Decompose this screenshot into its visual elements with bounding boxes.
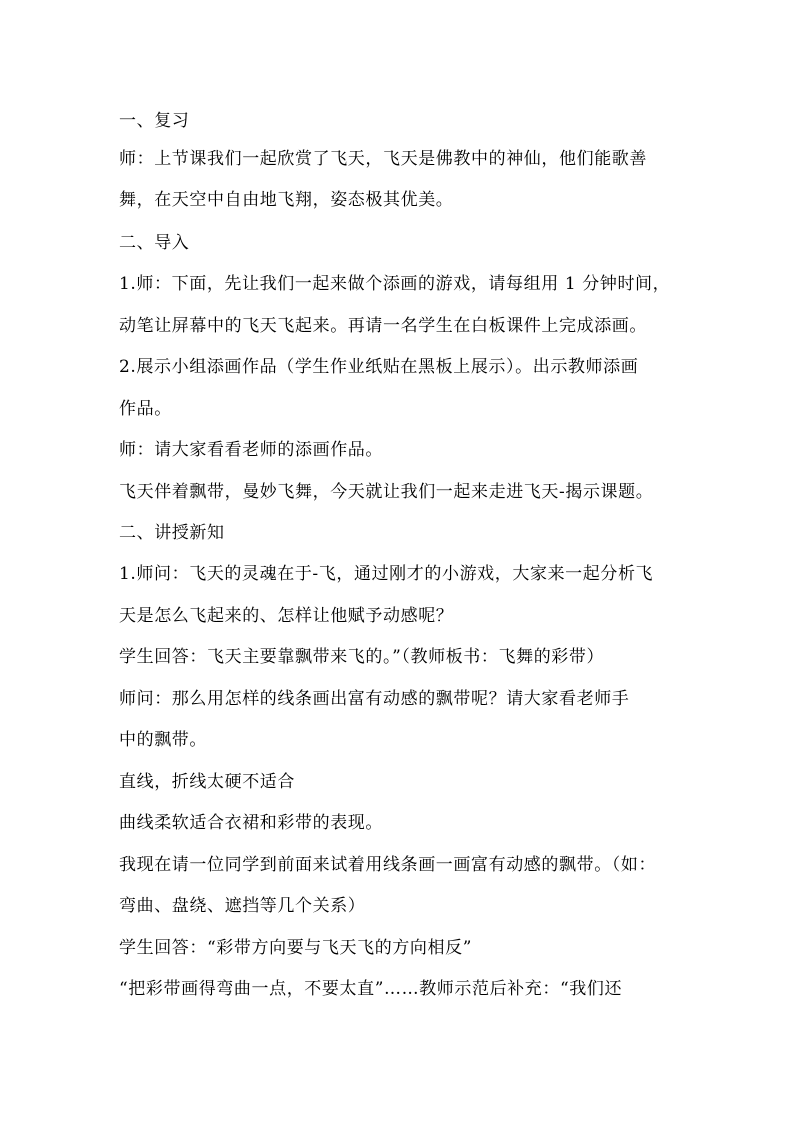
paragraph-line: 动笔让屏幕中的飞天飞起来。再请一名学生在白板课件上完成添画。 <box>119 316 647 336</box>
paragraph-line: 学生回答：飞天主要靠飘带来飞的。”（教师板书：飞舞的彩带） <box>119 647 605 667</box>
paragraph-line: 飞天伴着飘带，曼妙飞舞，今天就让我们一起来走进飞天-揭示课题。 <box>119 482 654 502</box>
heading-review: 一、复习 <box>119 111 190 131</box>
paragraph-line: “把彩带画得弯曲一点，不要太直”……教师示范后补充：“我们还 <box>119 979 623 999</box>
paragraph-line: 2.展示小组添画作品（学生作业纸贴在黑板上展示）。出示教师添画 <box>119 357 639 377</box>
paragraph-line: 师：请大家看看老师的添画作品。 <box>119 440 383 460</box>
paragraph-line: 1.师问：飞天的灵魂在于-飞，通过刚才的小游戏，大家来一起分析飞 <box>119 564 654 584</box>
paragraph-line: 作品。 <box>119 399 172 419</box>
paragraph-line: 我现在请一位同学到前面来试着用线条画一画富有动感的飘带。（如： <box>119 855 657 875</box>
paragraph-line: 直线，折线太硬不适合 <box>119 772 295 792</box>
heading-introduction: 二、导入 <box>119 233 190 253</box>
paragraph-line: 曲线柔软适合衣裙和彩带的表现。 <box>119 813 383 833</box>
heading-new-knowledge: 二、讲授新知 <box>119 523 225 543</box>
paragraph-line: 1.师：下面，先让我们一起来做个添画的游戏，请每组用 1 分钟时间， <box>119 274 671 294</box>
paragraph-line: 天是怎么飞起来的、怎样让他赋予动感呢？ <box>119 606 454 626</box>
paragraph-line: 弯曲、盘绕、遮挡等几个关系） <box>119 896 366 916</box>
paragraph-line: 舞，在天空中自由地飞翔，姿态极其优美。 <box>119 190 454 210</box>
paragraph-line: 师：上节课我们一起欣赏了飞天，飞天是佛教中的神仙，他们能歌善 <box>119 149 647 169</box>
paragraph-line: 师问：那么用怎样的线条画出富有动感的飘带呢？请大家看老师手 <box>119 689 630 709</box>
paragraph-line: 学生回答：“彩带方向要与飞天飞的方向相反” <box>119 938 472 958</box>
paragraph-line: 中的飘带。 <box>119 730 207 750</box>
